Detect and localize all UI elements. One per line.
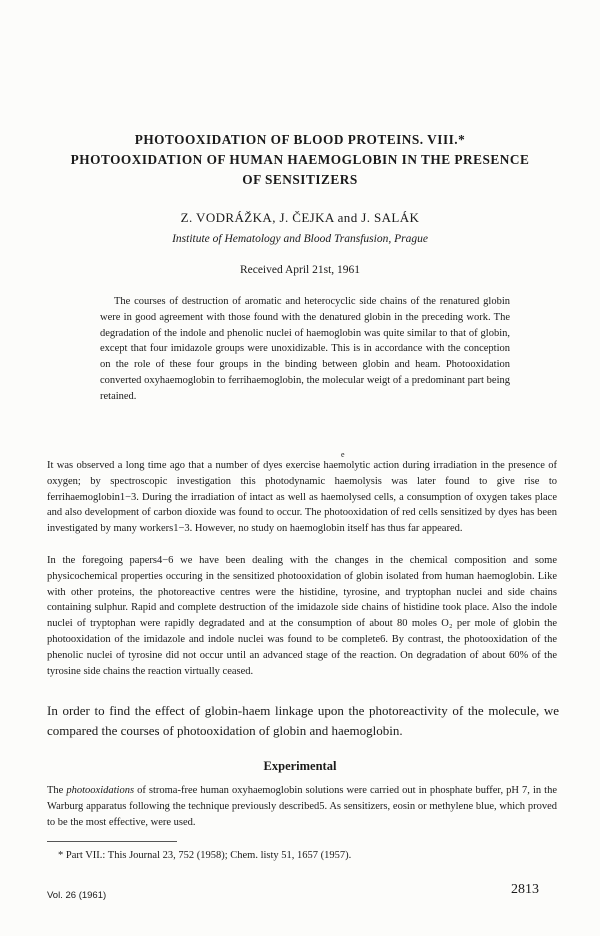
- footnote: * Part VII.: This Journal 23, 752 (1958); Chem. listy 51, 1657 (1957).: [58, 850, 352, 861]
- body-paragraph-3: In order to find the effect of globin-haem linkage upon the photoreactivity of the molecule, we compared the courses of photooxidation of globin and haemoglobin.: [47, 703, 559, 738]
- body-paragraph-2: In the foregoing papers4−6 we have been dealing with the changes in the chemical composition and some physicochemical properties occuring in the sensitized photooxidation of globin isolated from human haemoglobin. Like with other proteins, the photoreactive centres were the histidine, tyrosine, and tryptophan nuclei and side chains containing sulphur. Rapid and complete destruction of the imidazole side chains of histidine took place. Also the indole nuclei of tryptophan were rapidly degradated and at the consumption of about 80 moles O₂ per mole of globin the photooxidation of the imidazole and indole nuclei was found to be complete6. By contrast, the photooxidation of the phenolic nuclei of tyrosine did not occur until an advanced stage of the reaction. On degradation of about 60% of the tyrosine side chains the reaction virtually ceased.: [47, 555, 557, 677]
- volume-label: Vol. 26 (1961): [47, 890, 107, 901]
- body-paragraph-1: It was observed a long time ago that a number of dyes exercise haemolytic action during irradiation in the presence of oxygen; by spectroscopic investigation this photodynamic haemolysis was later found to give rise to ferrihaemoglobin1−3. During the irradiation of intact as well as haemolysed cells, a consumption of oxygen takes place and also development of carbon dioxide was found to occur. The photooxidation of red cells sensitized by dyes has been investigated by many workers1−3. However, no study on haemoglobin itself has thus far appeared.: [47, 460, 557, 535]
- para4-rest: of stroma-free human oxyhaemoglobin solutions were carried out in phosphate buffer, pH 7, in the Warburg apparatus following the technique previously described5. As sensitizers, eosin or methylene blue, which proved to be the most effective, were used.: [47, 785, 557, 828]
- para4-italic: photooxidations: [66, 785, 135, 796]
- body-paragraph-4: [47, 783, 557, 830]
- abstract-text: The courses of destruction of aromatic and heterocyclic side chains of the renatured globin were in good agreement with those found with the denatured globin in the preceding work. The degradation of the indole and phenolic nuclei of haemoglobin was quite similar to that of globin, except that four imidazole groups were unoxidizable. This is in accordance with the conception on the role of these four groups in the binding between globin and heam. Photooxidation converted oxyhaemoglobin to ferrihaemoglobin, the molecular weigt of a predominant part being retained.: [100, 296, 510, 402]
- section-heading-experimental: Experimental: [263, 759, 337, 773]
- stray-mark: e: [341, 450, 345, 459]
- received-date: Received April 21st, 1961: [239, 264, 361, 276]
- para4-lead: The: [47, 785, 67, 796]
- paper-title-line-1: PHOTOOXIDATION OF BLOOD PROTEINS. VIII.*: [134, 132, 466, 147]
- paper-title-line-3: OF SENSITIZERS: [242, 172, 358, 187]
- paper-title-line-2: PHOTOOXIDATION OF HUMAN HAEMOGLOBIN IN THE PRESENCE: [70, 152, 530, 167]
- abstract: [100, 294, 510, 405]
- page-number: 2813: [511, 882, 539, 897]
- author-list: Z. VODRÁŽKA, J. ČEJKA and J. SALÁK: [180, 210, 420, 225]
- footnote-divider: [47, 841, 177, 842]
- institute-affiliation: Institute of Hematology and Blood Transfusion, Prague: [172, 233, 428, 245]
